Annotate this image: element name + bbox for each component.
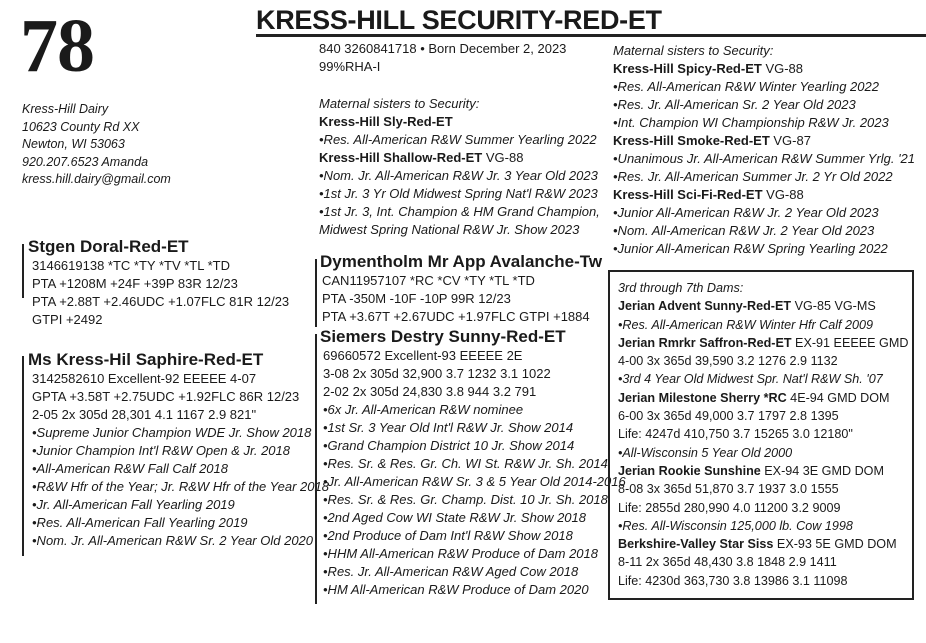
line-text: •Unanimous Jr. All-American R&W Summer Yrlg. '21 — [613, 151, 916, 166]
line-text: 2-05 2x 305d 28,301 4.1 1167 2.9 821" — [32, 407, 257, 422]
line-text: •2nd Aged Cow WI State R&W Jr. Show 2018 — [323, 510, 586, 525]
sister-line — [613, 78, 915, 96]
line-text: •1st Jr. 3 Yr Old Midwest Spring Nat'l R&W 2023 — [319, 186, 598, 201]
line-text: •Res. All-American Fall Yearling 2019 — [32, 515, 248, 530]
granddam-info-line — [323, 401, 626, 419]
animal-name: Jerian Rmrkr Saffron-Red-ET — [618, 335, 792, 350]
line-text: •All-Wisconsin 5 Year Old 2000 — [618, 445, 793, 460]
dam-history-line — [618, 572, 912, 590]
sister-line — [613, 222, 915, 240]
line-text: •Junior All-American R&W Jr. 2 Year Old 2023 — [613, 205, 879, 220]
animal-name: Kress-Hill Smoke-Red-ET — [613, 133, 770, 148]
line-text: 6-00 3x 365d 49,000 3.7 1797 2.8 1395 — [618, 409, 839, 424]
line-text: •HHM All-American R&W Produce of Dam 2018 — [323, 546, 598, 561]
dam-info-line — [32, 460, 329, 478]
dam-info-line — [32, 388, 329, 406]
line-text: •Nom. All-American R&W Jr. 2 Year Old 2023 — [613, 223, 875, 238]
line-text: •Res. Sr. & Res. Gr. Ch. WI St. R&W Jr. Sh. 2014 — [323, 456, 608, 471]
section-heading: 3rd through 7th Dams: — [618, 281, 744, 295]
line-text: •Res. Jr. All-American R&W Aged Cow 2018 — [323, 564, 579, 579]
granddam-info-line — [323, 383, 626, 401]
sister-line — [319, 113, 600, 131]
sire-info-line: GTPI +2492 — [32, 312, 103, 327]
pedigree-bracket — [22, 244, 24, 298]
granddam-info-line — [323, 491, 626, 509]
line-text: •Res. All-American R&W Winter Hfr Calf 2009 — [618, 317, 874, 332]
animal-name: Kress-Hill Shallow-Red-ET — [319, 150, 483, 165]
line-text: •Res. All-Wisconsin 125,000 lb. Cow 1998 — [618, 518, 853, 533]
dam-info-line — [32, 424, 329, 442]
owner-phone: 920.207.6523 Amanda — [22, 154, 149, 169]
classification-score: EX-94 3E GMD DOM — [760, 463, 884, 478]
dam-info-line — [32, 496, 329, 514]
mgs-info-line: PTA +3.67T +2.67UDC +1.97FLC GTPI +1884 — [322, 309, 590, 324]
classification-score: VG-87 — [769, 133, 811, 148]
sire-name: Stgen Doral-Red-ET — [28, 237, 189, 256]
line-text: •6x Jr. All-American R&W nominee — [323, 402, 524, 417]
owner-block — [22, 101, 171, 189]
line-text: 8-11 2x 365d 48,430 3.8 1848 2.9 1411 — [618, 555, 837, 570]
animal-name: Jerian Rookie Sunshine — [618, 463, 761, 478]
title-rule — [256, 34, 926, 37]
dam-block — [28, 350, 329, 550]
sister-line — [613, 114, 915, 132]
dam-name: Ms Kress-Hil Saphire-Red-ET — [28, 350, 264, 369]
animal-name: Berkshire-Valley Star Siss — [618, 537, 774, 552]
lot-number: 78 — [20, 4, 94, 88]
animal-name: Kress-Hill Sly-Red-ET — [319, 114, 453, 129]
line-text: 2-02 2x 305d 24,830 3.8 944 3.2 791 — [323, 384, 537, 399]
line-text: •Jr. All-American Fall Yearling 2019 — [32, 497, 235, 512]
granddam-info-line — [323, 473, 626, 491]
classification-score: 4E-94 GMD DOM — [786, 390, 890, 405]
dam-history-line — [618, 352, 912, 370]
line-text: •Res. All-American R&W Winter Yearling 2022 — [613, 79, 879, 94]
sister-line — [613, 240, 915, 258]
dam-history-line — [618, 462, 912, 480]
section-heading: Maternal sisters to Security: — [319, 96, 480, 111]
animal-name: Kress-Hill Sci-Fi-Red-ET — [613, 187, 763, 202]
line-text: •Jr. All-American R&W Sr. 3 & 5 Year Old 2014-2016 — [323, 474, 626, 489]
line-text: Life: 4247d 410,750 3.7 15265 3.0 12180" — [618, 427, 853, 442]
owner-email: kress.hill.dairy@gmail.com — [22, 172, 171, 186]
mgs-block — [320, 252, 602, 326]
line-text: •2nd Produce of Dam Int'l R&W Show 2018 — [323, 528, 573, 543]
dam-history-line — [618, 316, 912, 334]
dam-history-line — [618, 444, 912, 462]
granddam-info-line — [323, 581, 626, 599]
dam-history-line — [618, 553, 912, 571]
mgs-info-line: PTA -350M -10F -10P 99R 12/23 — [322, 291, 511, 306]
dam-info-line — [32, 478, 329, 496]
line-text: •All-American R&W Fall Calf 2018 — [32, 461, 228, 476]
animal-name: Kress-Hill Spicy-Red-ET — [613, 61, 762, 76]
line-text: 4-00 3x 365d 39,590 3.2 1276 2.9 1132 — [618, 354, 838, 369]
dam-info-line — [32, 370, 329, 388]
sister-line — [613, 60, 915, 78]
owner-farm: Kress-Hill Dairy — [22, 102, 109, 116]
classification-score: EX-93 5E GMD DOM — [773, 537, 897, 552]
sister-line — [319, 203, 600, 221]
line-text: •HM All-American R&W Produce of Dam 2020 — [323, 582, 589, 597]
sister-line — [613, 150, 915, 168]
dam-info-line — [32, 532, 329, 550]
granddam-info-line — [323, 455, 626, 473]
section-heading: Maternal sisters to Security: — [613, 43, 774, 58]
dam-history-line — [618, 517, 912, 535]
dam-info-line — [32, 406, 329, 424]
dam-history-line — [618, 297, 912, 315]
mgs-name: Dymentholm Mr App Avalanche-Tw — [320, 252, 603, 271]
sire-info-line: PTA +2.88T +2.46UDC +1.07FLC 81R 12/23 — [32, 294, 290, 309]
sister-line — [613, 186, 915, 204]
granddam-info-line — [323, 545, 626, 563]
sire-info-line: 3146619138 *TC *TY *TV *TL *TD — [32, 258, 230, 273]
granddam-info-line — [323, 527, 626, 545]
dam-history-line — [618, 370, 912, 388]
animal-name: Jerian Milestone Sherry *RC — [618, 390, 787, 405]
granddam-info-line — [323, 347, 626, 365]
dam-history-line — [618, 334, 912, 352]
line-text: •Res. All-American R&W Summer Yearling 2022 — [319, 132, 597, 147]
line-text: •Junior Champion Int'l R&W Open & Jr. 2018 — [32, 443, 291, 458]
animal-name: Jerian Advent Sunny-Red-ET — [618, 299, 792, 314]
sister-line — [613, 96, 915, 114]
dam-history-line — [618, 425, 912, 443]
sire-block — [28, 237, 289, 329]
classification-score: VG-88 — [762, 187, 804, 202]
sister-line — [319, 167, 600, 185]
dam-info-line — [32, 514, 329, 532]
granddam-name: Siemers Destry Sunny-Red-ET — [320, 327, 566, 346]
line-text: Midwest Spring National R&W Jr. Show 2023 — [319, 222, 580, 237]
granddam-info-line — [323, 365, 626, 383]
line-text: •Res. Sr. & Res. Gr. Champ. Dist. 10 Jr. Sh. 2018 — [323, 492, 608, 507]
pedigree-bracket — [315, 334, 317, 604]
granddam-info-line — [323, 437, 626, 455]
sister-line — [319, 131, 600, 149]
rha-line: 99%RHA-I — [319, 59, 381, 74]
line-text: Life: 4230d 363,730 3.8 13986 3.1 11098 — [618, 573, 848, 588]
dam-info-line — [32, 442, 329, 460]
sister-line — [613, 204, 915, 222]
classification-score: VG-88 — [482, 150, 524, 165]
granddam-block — [320, 327, 626, 599]
line-text: 3142582610 Excellent-92 EEEEE 4-07 — [32, 371, 257, 386]
maternal-sisters-mid — [319, 95, 600, 239]
line-text: •Nom. Jr. All-American R&W Jr. 3 Year Old 2023 — [319, 168, 598, 183]
dam-history-line — [618, 407, 912, 425]
registration-line: 840 3260841718 • Born December 2, 2023 — [319, 41, 567, 56]
line-text: •Junior All-American R&W Spring Yearling 2022 — [613, 241, 888, 256]
line-text: 3-08 2x 305d 32,900 3.7 1232 3.1 1022 — [323, 366, 551, 381]
line-text: •1st Sr. 3 Year Old Int'l R&W Jr. Show 2014 — [323, 420, 574, 435]
line-text: •1st Jr. 3, Int. Champion & HM Grand Champion, — [319, 204, 600, 219]
line-text: •3rd 4 Year Old Midwest Spr. Nat'l R&W Sh. '07 — [618, 372, 883, 387]
line-text: GPTA +3.58T +2.75UDC +1.92FLC 86R 12/23 — [32, 389, 300, 404]
sister-line — [319, 221, 600, 239]
line-text: •R&W Hfr of the Year; Jr. R&W Hfr of the Year 2018 — [32, 479, 329, 494]
sister-line — [613, 132, 915, 150]
dam-history-line — [618, 389, 912, 407]
sister-line — [613, 168, 915, 186]
line-text: •Nom. Jr. All-American R&W Sr. 2 Year Old 2020 — [32, 533, 314, 548]
line-text: •Res. Jr. All-American Summer Jr. 2 Yr Old 2022 — [613, 169, 893, 184]
granddam-info-line — [323, 509, 626, 527]
page-title: KRESS-HILL SECURITY-RED-ET — [256, 5, 662, 35]
line-text: Life: 2855d 280,990 4.0 11200 3.2 9009 — [618, 500, 841, 515]
line-text: •Supreme Junior Champion WDE Jr. Show 2018 — [32, 425, 312, 440]
owner-city: Newton, WI 53063 — [22, 137, 125, 151]
classification-score: VG-88 — [761, 61, 804, 76]
line-text: •Res. Jr. All-American Sr. 2 Year Old 2023 — [613, 97, 856, 112]
line-text: 69660572 Excellent-93 EEEEE 2E — [323, 348, 523, 363]
dam-history-line — [618, 535, 912, 553]
dams-box — [608, 270, 914, 600]
classification-score: VG-85 VG-MS — [791, 299, 876, 314]
line-text: •Int. Champion WI Championship R&W Jr. 2023 — [613, 115, 889, 130]
pedigree-bracket — [22, 356, 24, 556]
maternal-sisters-right — [613, 42, 915, 258]
pedigree-bracket — [315, 259, 317, 327]
line-text: 8-08 3x 365d 51,870 3.7 1937 3.0 1555 — [618, 482, 839, 497]
owner-street: 10623 County Rd XX — [22, 119, 140, 134]
classification-score: EX-91 EEEEE GMD — [791, 335, 909, 350]
sister-line — [319, 149, 600, 167]
dam-history-line — [618, 480, 912, 498]
dam-history-line — [618, 499, 912, 517]
line-text: •Grand Champion District 10 Jr. Show 2014 — [323, 438, 575, 453]
granddam-info-line — [323, 563, 626, 581]
sire-info-line: PTA +1208M +24F +39P 83R 12/23 — [32, 276, 238, 291]
sister-line — [319, 185, 600, 203]
mgs-info-line: CAN11957107 *RC *CV *TY *TL *TD — [322, 273, 535, 288]
granddam-info-line — [323, 419, 626, 437]
